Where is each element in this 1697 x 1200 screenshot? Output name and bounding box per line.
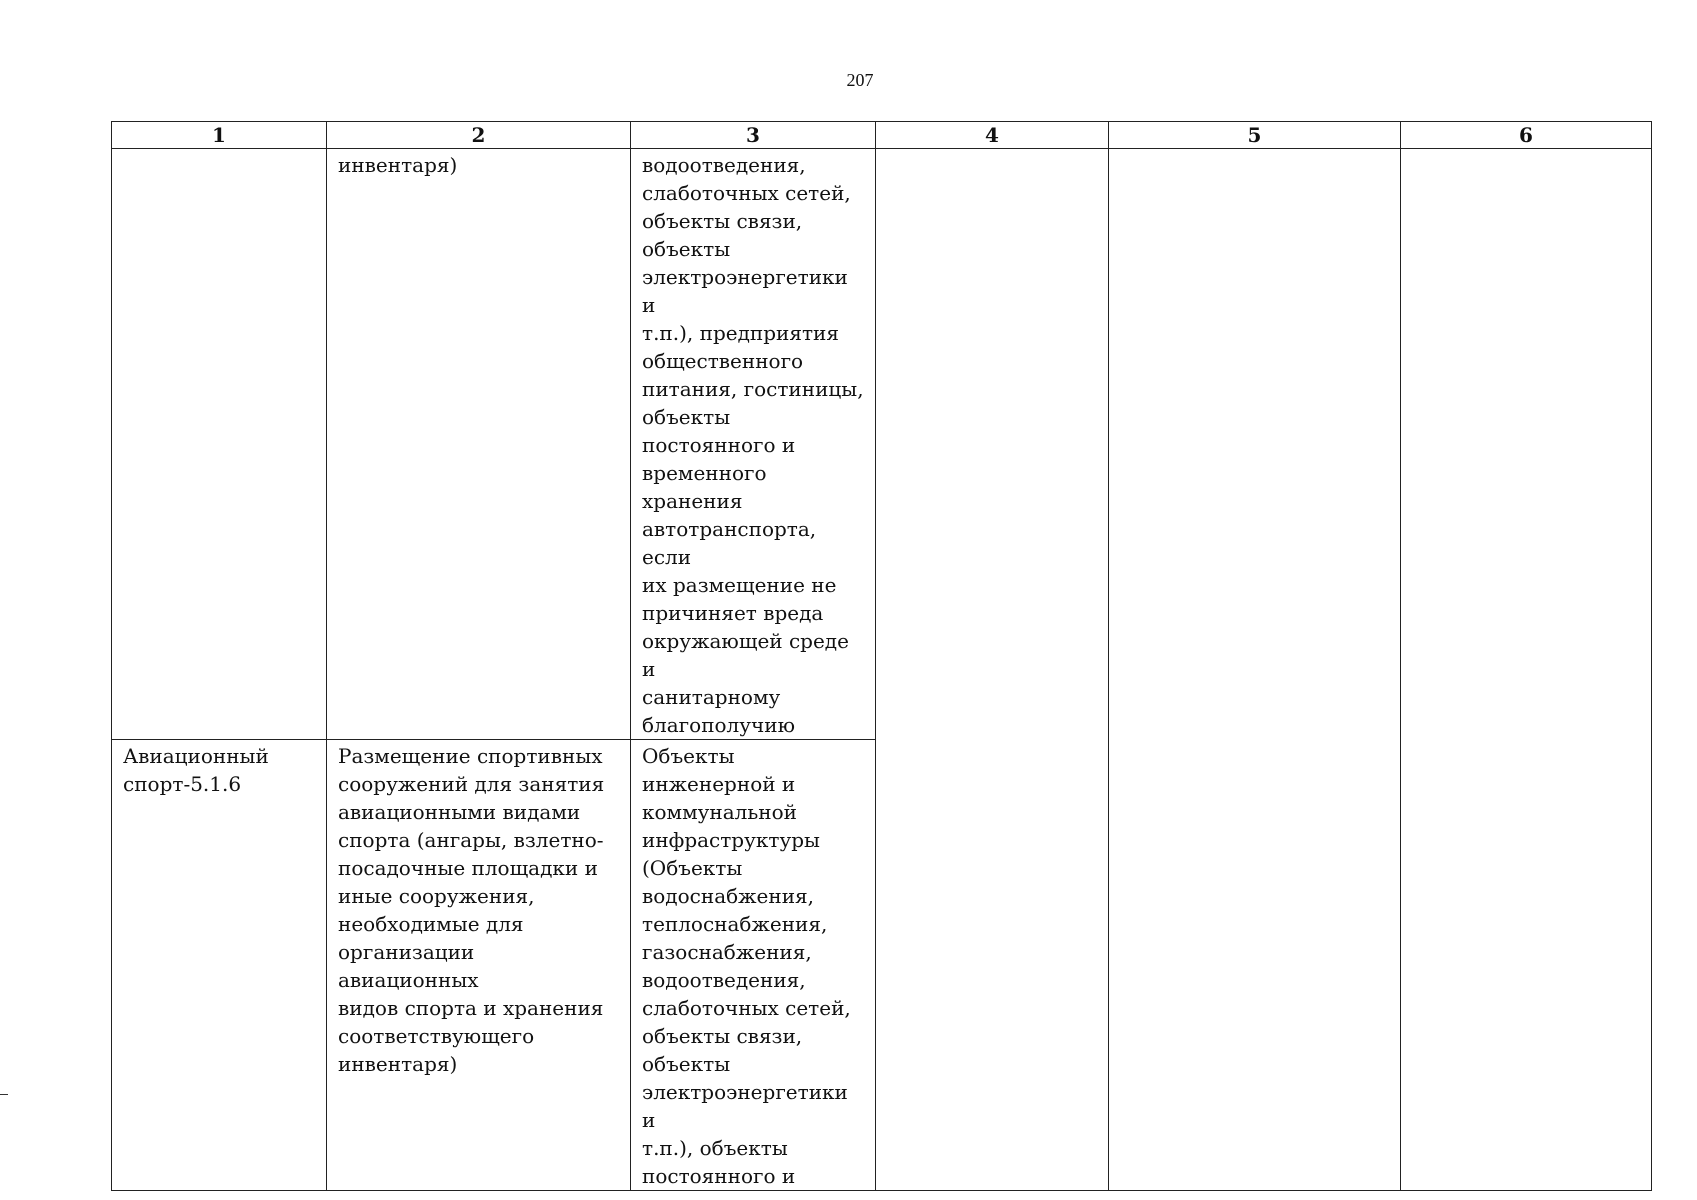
column-header-2: 2 (327, 122, 631, 149)
land-use-table (111, 121, 1652, 1191)
cell-col5-empty (1109, 149, 1401, 1191)
cell-col4-empty (876, 149, 1109, 1191)
table-row (112, 149, 1652, 740)
table-header-row (112, 122, 1652, 149)
column-header-4: 4 (876, 122, 1109, 149)
cell-land-use-type (112, 149, 327, 740)
column-header-5: 5 (1109, 122, 1401, 149)
margin-mark (0, 1094, 8, 1095)
page-number: 207 (846, 70, 874, 90)
cell-land-use-type: Авиационный спорт-5.1.6 (112, 740, 327, 1191)
column-header-3: 3 (631, 122, 876, 149)
cell-description: Размещение спортивных сооружений для занятия авиационными видами спорта (ангары, взлетно- посадочные площадки и иные сооружения, необходимые для организации авиационных видов спорта и хранения соответствующего инвентаря) (327, 740, 631, 1191)
cell-permitted-objects: водоотведения, слаботочных сетей, объекты связи, объекты электроэнергетики и т.п.), предприятия общественного питания, гостиницы, объекты постоянного и временного хранения автотранспорта, если их размещение не причиняет вреда окружающей среде и санитарному благополучию (631, 149, 876, 740)
column-header-6: 6 (1401, 122, 1652, 149)
column-header-1: 1 (112, 122, 327, 149)
cell-permitted-objects: Объекты инженерной и коммунальной инфраструктуры (Объекты водоснабжения, теплоснабжения, газоснабжения, водоотведения, слаботочных сетей, объекты связи, объекты электроэнергетики и т.п.), объекты постоянного и (631, 740, 876, 1191)
cell-description: инвентаря) (327, 149, 631, 740)
cell-col6-empty (1401, 149, 1652, 1191)
